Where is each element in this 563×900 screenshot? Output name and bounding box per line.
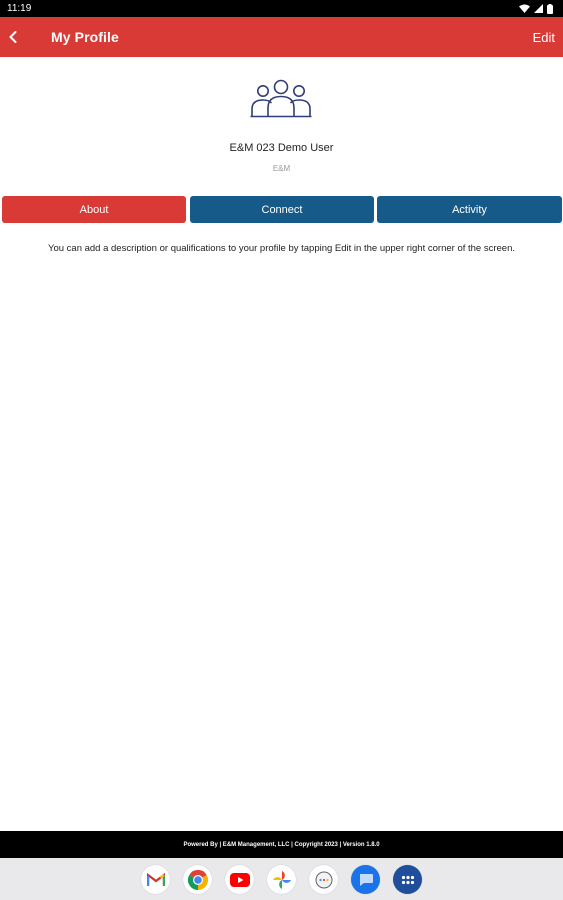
assistant-icon[interactable]: [309, 865, 338, 894]
app-bar: [0, 17, 563, 57]
app-dock: [0, 858, 563, 900]
wifi-icon: [519, 4, 530, 13]
messages-icon[interactable]: [351, 865, 380, 894]
gmail-icon[interactable]: [141, 865, 170, 894]
tab-activity[interactable]: Activity: [377, 196, 562, 223]
back-button[interactable]: [0, 17, 26, 57]
page-title: My Profile: [51, 29, 119, 45]
status-icons: [519, 4, 553, 14]
status-bar: [0, 0, 563, 17]
battery-icon: [547, 4, 553, 14]
youtube-icon[interactable]: [225, 865, 254, 894]
user-name: E&M 023 Demo User: [229, 142, 334, 154]
tab-connect[interactable]: Connect: [190, 196, 374, 223]
about-description: You can add a description or qualifications to your profile by tapping Edit in the upper right corner of the screen.: [47, 243, 516, 254]
status-time: 11:19: [7, 3, 32, 14]
profile-tabs: [2, 196, 562, 223]
footer: Powered By | E&M Management, LLC | Copyright 2023 | Version 1.8.0: [0, 831, 563, 858]
edit-button[interactable]: Edit: [532, 29, 555, 45]
chrome-icon[interactable]: [183, 865, 212, 894]
signal-icon: [534, 4, 543, 13]
user-organization: E&M: [272, 164, 291, 173]
tab-about[interactable]: About: [2, 196, 186, 223]
app-drawer-icon[interactable]: [393, 865, 422, 894]
users-group-icon: [249, 78, 313, 120]
photos-icon[interactable]: [267, 865, 296, 894]
chevron-left-icon: [8, 31, 18, 43]
